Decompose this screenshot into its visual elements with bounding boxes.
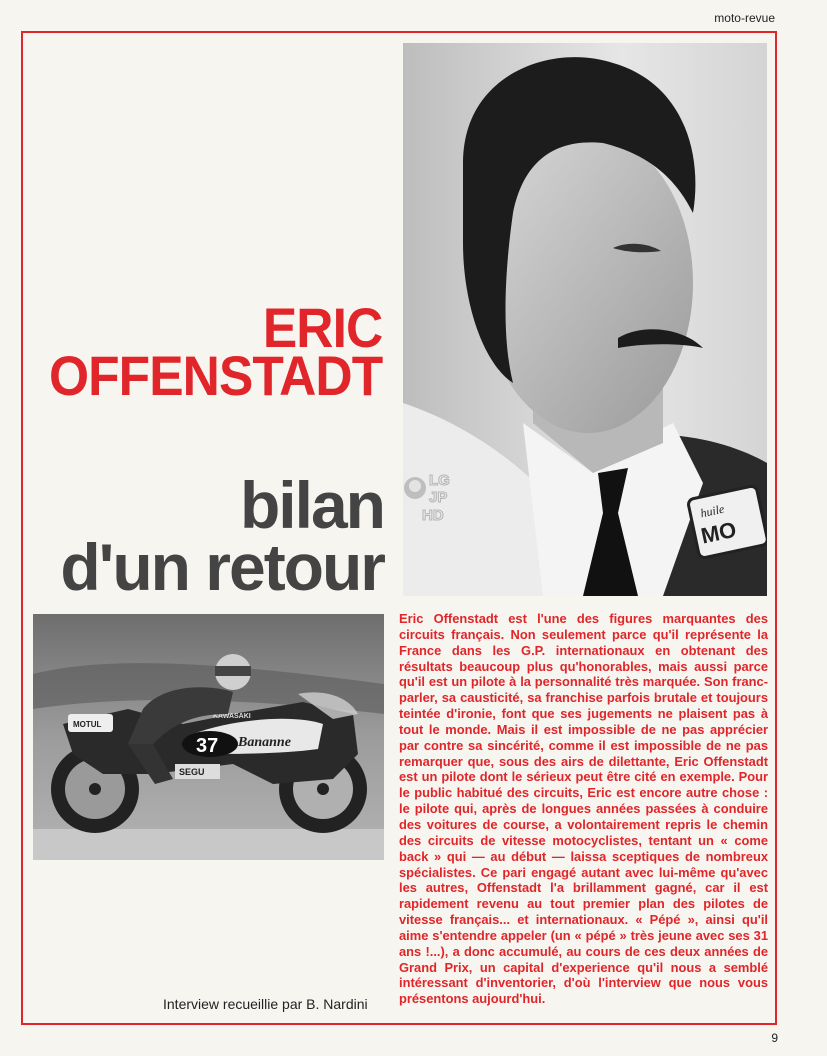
article-title bbox=[20, 296, 382, 407]
subtitle-line-1: bilan bbox=[239, 468, 384, 542]
watermark-logo bbox=[402, 468, 466, 532]
title-line-1: ERIC bbox=[262, 296, 382, 359]
motorcycle-photo bbox=[33, 614, 384, 860]
watermark-text-3: HD bbox=[422, 507, 444, 524]
title-line-2: OFFENSTADT bbox=[48, 344, 382, 407]
article-intro: Eric Offenstadt est l'une des figures marquantes des circuits français. Non seulement parce qu'il représente la France dans les G.P. internationaux en obtenant des résultats beaucoup plus qu'honorables, mais aussi parce qu'il est un pilote à la personnalité très marquée. Son franc-parler, sa causticité, sa franchise parfois brutale et toujours teintée d'ironie, font que ses jugements ne plaisent pas à tout le monde. Mais il est impossible de ne pas apprécier par contre sa sincérité, comme il est impossible de ne pas remarquer que, sous des airs de dilettante, Eric Offenstadt est un pilote dont le sérieux peut être cité en exemple. Pour le public habitué des circuits, Eric est encore autre chose : le pilote qui, après de longues années passées à conduire des voitures de course, a volontairement repris le chemin des circuits de vitesse motocyclistes, tentant un « come back » qui — au début — laissa sceptiques de nombreux spécialistes. Ce pari engagé autant avec lui-même qu'avec les autres, Offenstadt l'a brillamment gagné, car il est rapidement revenu au tout premier plan des pilotes de vitesse français... et internationaux. « Pépé », ainsi qu'il aime s'entendre appeler (un « pépé » très jeune avec ses 31 ans !...), a donc accumulé, au cours de ces deux années de Grand Prix, un capital d'experience qu'il nous a semblé intéressant d'inventorier, d'où l'interview que nous vous présentons aujourd'hui. bbox=[399, 611, 768, 1007]
interview-credit: Interview recueillie par B. Nardini bbox=[163, 996, 368, 1012]
race-number: 37 bbox=[196, 735, 219, 757]
fairing-sticker: MOTUL bbox=[73, 720, 102, 729]
patch-text-2: MO bbox=[698, 516, 739, 549]
sponsor-text-2: SEGU bbox=[179, 767, 205, 777]
article-subtitle bbox=[60, 468, 384, 604]
sponsor-text: Bananne bbox=[238, 735, 291, 750]
magazine-name: moto-revue bbox=[714, 11, 775, 25]
watermark-text-2: JP bbox=[429, 489, 448, 506]
tank-logo: KAWASAKI bbox=[213, 713, 251, 720]
page-number: 9 bbox=[771, 1031, 778, 1045]
subtitle-line-2: d'un retour bbox=[60, 530, 384, 604]
patch-text-1: huile bbox=[699, 501, 726, 521]
watermark-text-1: LG bbox=[429, 472, 450, 489]
